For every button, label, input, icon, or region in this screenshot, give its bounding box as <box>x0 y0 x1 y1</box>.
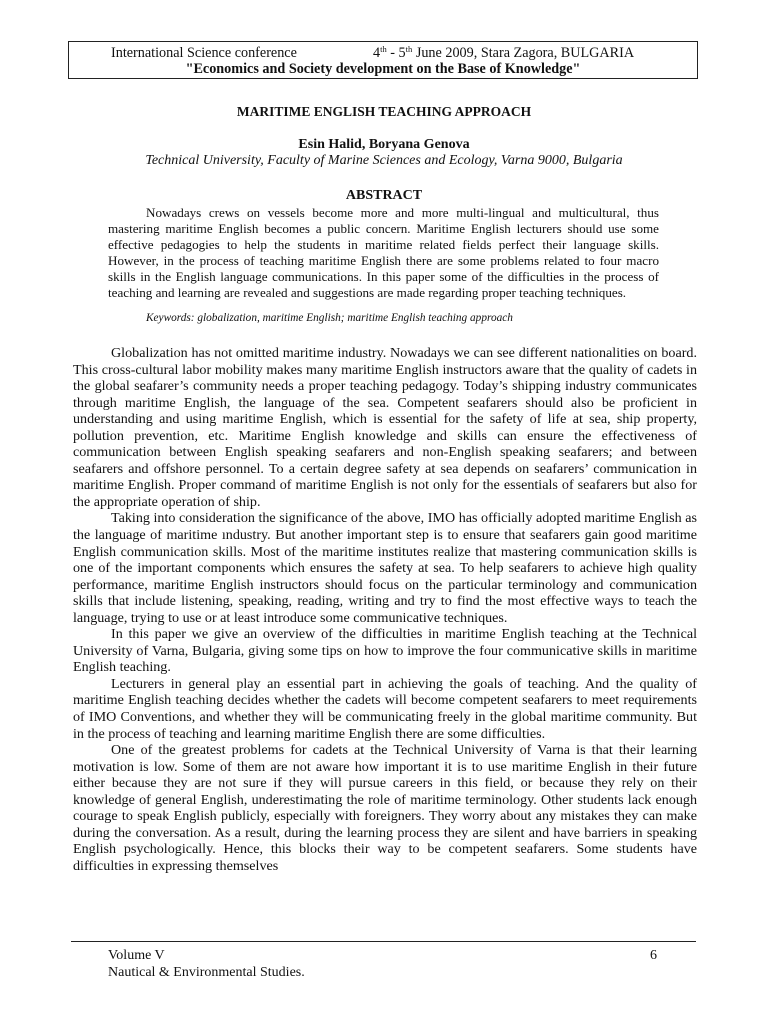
footer-divider <box>71 941 696 942</box>
body-paragraph: In this paper we give an overview of the difficulties in maritime English teaching at the Technical University of Varna, Bulgaria, giving some tips on how to improve the four communicative skills in maritime English teaching. <box>73 626 697 676</box>
paper-authors: Esin Halid, Boryana Genova <box>298 137 470 152</box>
body-paragraph: One of the greatest problems for cadets at the Technical University of Varna is that their learning motivation is low. Some of them are not aware how important it is to use maritime English in their future either because they are not sure if they will pursue careers in this field, or because they rely on their knowledge of general English, underestimating the role of maritime terminology. Other students lack enough courage to speak English publicly, especially with foreigners. They worry about any mistakes they can make during the conversation. As a result, during the learning process they are silent and have barriers in speaking English psychologically. Hence, this blocks their way to be competent seafarers. Some students have difficulties in expressing themselves <box>73 742 697 874</box>
body-paragraph: Lecturers in general play an essential part in achieving the goals of teaching. And the quality of maritime English teaching decides whether the cadets will become competent seafarers to meet requirements of IMO Conventions, and whether they will be communicating freely in the global maritime community. But in the process of teaching and learning maritime English there are some difficulties. <box>73 675 697 742</box>
conference-name: International Science conference <box>111 45 297 61</box>
conference-theme: "Economics and Society development on the Base of Knowledge" <box>185 61 581 77</box>
footer-journal: Nautical & Environmental Studies. <box>108 965 305 980</box>
author-affiliation: Technical University, Faculty of Marine Sciences and Ecology, Varna 9000, Bulgaria <box>145 153 623 168</box>
conference-header <box>68 41 698 79</box>
body-paragraph: Globalization has not omitted maritime industry. Nowadays we can see different nationalities on board. This cross-cultural labor mobility makes many maritime English instructors aware that the quality of cadets in the global seafarer’s community needs a proper teaching pedagogy. Today’s shipping industry communicates through maritime English, the language of the sea. Competent seafarers should also be proficient in understanding and using maritime English, which is essential for the safety of life at sea, ship property, pollution prevention, etc. Maritime English knowledge and skills can ensure the effectiveness of communication between English speaking seafarers and non-English speaking seafarers; and between seafarers and offshore personnel. To a certain degree safety at sea depends on seafarers’ communication in maritime English. Proper command of maritime English is not only for the essentials of seafarers but also for the appropriate operation of ship. <box>73 345 697 510</box>
keywords-line: Keywords: globalization, maritime English; maritime English teaching approach <box>146 312 513 324</box>
footer-volume: Volume V <box>108 948 165 963</box>
conference-date: 4th - 5th June 2009, Stara Zagora, BULGARIA <box>373 44 635 61</box>
page-number: 6 <box>650 948 657 963</box>
paper-title: MARITIME ENGLISH TEACHING APPROACH <box>236 104 532 119</box>
abstract-heading: ABSTRACT <box>345 188 423 203</box>
body-paragraph: Taking into consideration the significance of the above, IMO has officially adopted maritime English as the language of maritime ındustry. But another important step is to ensure that seafarers gain good maritime English communication skills. Most of the maritime institutes realize that mastering communication skills is one of the important components which ensures the safety at sea. To help seafarers to achieve high quality performance, maritime English instructors should focus on the particular terminology and communication skills that include listening, speaking, reading, writing and try to find the most effective ways to teach the language, trying to use or at least introduce some communicative techniques. <box>73 510 697 626</box>
body-text <box>73 345 697 875</box>
abstract-text <box>108 205 659 301</box>
abstract-paragraph: Nowadays crews on vessels become more and more multi-lingual and multicultural, thus mastering maritime English becomes a public concern. Maritime English lecturers should use some effective pedagogies to help the students in maritime related fields perfect their language skills. However, in the process of teaching maritime English there are some problems related to four macro skills in the English language communications. In this paper some of the difficulties in the process of teaching and learning are revealed and suggestions are made regarding proper teaching techniques. <box>108 205 659 300</box>
